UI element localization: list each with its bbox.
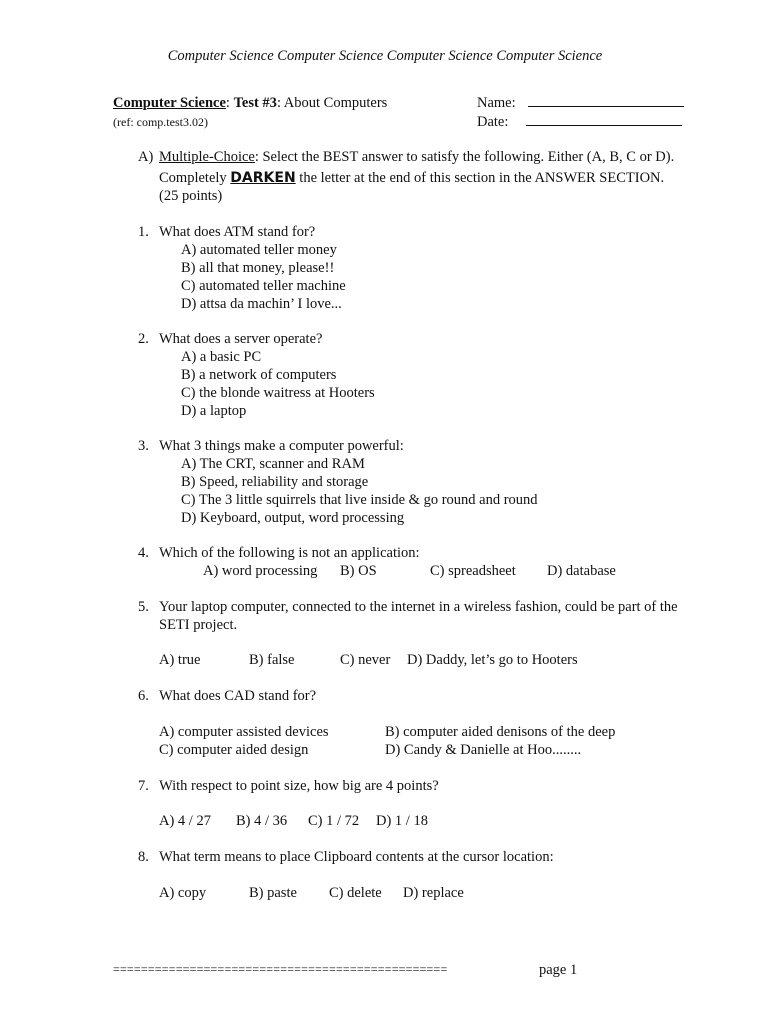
answer-option[interactable]: C) automated teller machine bbox=[181, 278, 346, 294]
answer-option[interactable]: C) the blonde waitress at Hooters bbox=[181, 385, 375, 401]
answer-option[interactable]: B) paste bbox=[249, 885, 297, 901]
section-heading: Multiple-Choice bbox=[159, 149, 255, 165]
question-number: 4. bbox=[138, 545, 149, 561]
question-number: 5. bbox=[138, 599, 149, 615]
answer-option[interactable]: B) Speed, reliability and storage bbox=[181, 474, 369, 490]
section-letter: A) bbox=[138, 149, 154, 165]
question-number: 3. bbox=[138, 438, 149, 454]
answer-option[interactable]: A) The CRT, scanner and RAM bbox=[181, 456, 365, 472]
question-text: What does a server operate? bbox=[159, 331, 323, 347]
question-text: Your laptop computer, connected to the internet in a wireless fashion, could be part of the bbox=[159, 599, 678, 615]
page-header: Computer Science Computer Science Computer Science Computer Science bbox=[167, 48, 603, 64]
title-sep: : bbox=[225, 95, 234, 111]
answer-option[interactable]: A) true bbox=[159, 652, 201, 668]
answer-option[interactable]: C) 1 / 72 bbox=[308, 813, 360, 829]
section-points: (25 points) bbox=[159, 188, 223, 204]
answer-option[interactable]: C) The 3 little squirrels that live inside & go round and round bbox=[181, 492, 538, 508]
answer-option[interactable]: A) 4 / 27 bbox=[159, 813, 211, 829]
question-number: 8. bbox=[138, 849, 149, 865]
darken-emphasis: DARKEN bbox=[230, 170, 296, 186]
date-field bbox=[477, 113, 682, 131]
answer-option[interactable]: B) a network of computers bbox=[181, 367, 337, 383]
date-blank-line[interactable] bbox=[526, 113, 682, 126]
test-number: Test #3 bbox=[233, 95, 277, 111]
answer-option[interactable]: D) 1 / 18 bbox=[376, 813, 428, 829]
answer-option[interactable]: D) a laptop bbox=[181, 403, 247, 419]
page-number: page 1 bbox=[539, 962, 578, 978]
answer-option[interactable]: B) false bbox=[249, 652, 295, 668]
answer-option[interactable]: D) database bbox=[547, 563, 616, 579]
question-text: What does ATM stand for? bbox=[159, 224, 316, 240]
answer-option[interactable]: D) Candy & Danielle at Hoo........ bbox=[385, 742, 582, 758]
answer-option[interactable]: B) computer aided denisons of the deep bbox=[385, 724, 616, 740]
answer-option[interactable]: A) copy bbox=[159, 885, 207, 901]
question-text-continued: SETI project. bbox=[159, 617, 238, 633]
question-number: 6. bbox=[138, 688, 149, 704]
answer-option[interactable]: A) a basic PC bbox=[181, 349, 262, 365]
answer-option[interactable]: B) OS bbox=[340, 563, 377, 579]
date-label: Date: bbox=[477, 114, 509, 130]
subject-label: Computer Science bbox=[113, 95, 226, 111]
section-instructions-line2 bbox=[159, 169, 664, 187]
reference-code: (ref: comp.test3.02) bbox=[113, 115, 208, 129]
answer-option[interactable]: D) Daddy, let’s go to Hooters bbox=[407, 652, 578, 668]
name-blank-line[interactable] bbox=[528, 94, 684, 107]
question-text: What term means to place Clipboard contents at the cursor location: bbox=[159, 849, 554, 865]
question-number: 2. bbox=[138, 331, 149, 347]
answer-option[interactable]: B) all that money, please!! bbox=[181, 260, 335, 276]
name-field bbox=[477, 94, 684, 112]
section-line2-post: the letter at the end of this section in the ANSWER SECTION. bbox=[295, 170, 665, 186]
test-title bbox=[113, 94, 387, 112]
question-text: What does CAD stand for? bbox=[159, 688, 317, 704]
section-line1-text: : Select the BEST answer to satisfy the following. Either (A, B, C or D). bbox=[254, 149, 675, 165]
question-text: What 3 things make a computer powerful: bbox=[159, 438, 404, 454]
name-label: Name: bbox=[477, 95, 516, 111]
answer-option[interactable]: A) automated teller money bbox=[181, 242, 337, 258]
answer-option[interactable]: A) word processing bbox=[203, 563, 318, 579]
question-text: Which of the following is not an application: bbox=[159, 545, 420, 561]
answer-option[interactable]: B) 4 / 36 bbox=[236, 813, 288, 829]
answer-option[interactable]: D) Keyboard, output, word processing bbox=[181, 510, 405, 526]
section-instructions-line1 bbox=[159, 148, 674, 166]
question-text: With respect to point size, how big are 4 points? bbox=[159, 778, 439, 794]
answer-option[interactable]: C) spreadsheet bbox=[430, 563, 516, 579]
answer-option[interactable]: C) delete bbox=[329, 885, 382, 901]
answer-option[interactable]: C) never bbox=[340, 652, 391, 668]
answer-option[interactable]: C) computer aided design bbox=[159, 742, 309, 758]
answer-option[interactable]: D) replace bbox=[403, 885, 464, 901]
title-rest: : About Computers bbox=[276, 95, 388, 111]
footer-separator: ================================================ bbox=[113, 962, 448, 976]
section-line2-pre: Completely bbox=[159, 170, 231, 186]
answer-option[interactable]: D) attsa da machin’ I love... bbox=[181, 296, 342, 312]
answer-option[interactable]: A) computer assisted devices bbox=[159, 724, 329, 740]
question-number: 1. bbox=[138, 224, 149, 240]
question-number: 7. bbox=[138, 778, 149, 794]
